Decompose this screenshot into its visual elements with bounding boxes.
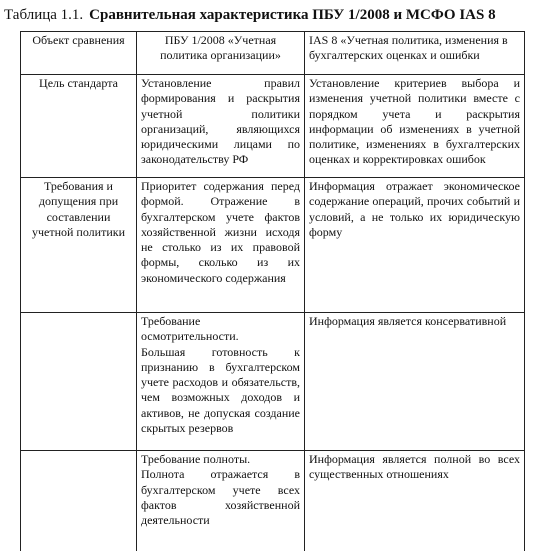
criterion-cell: Цель стандарта [21,75,137,178]
table-row [21,178,525,313]
table-title: Сравнительная характеристика ПБУ 1/2008 и МСФО IAS 8 [89,7,496,23]
table-header-row [21,32,525,75]
criterion-cell [21,451,137,551]
ias-cell: Установление критериев выбора и изменения учетной политики вместе с порядком учета и раскрытия информации об изменениях в учетной политике, изменениях в бухгалтерских оценках и корректировках ошибок [305,75,525,178]
header-object: Объект сравнения [21,32,137,75]
table-number: Таблица 1.1. [4,7,84,23]
ias-cell: Информация является полной во всех существенных отношениях [305,451,525,551]
pbu-paragraph: Полнота отражается в бухгалтерском учете всех фактов хозяйственной деятельности [141,467,300,528]
pbu-cell: Приоритет содержания перед формой. Отражение в бухгалтерском учете фактов хозяйственной жизни исходя не столько из их правовой формы, сколько из их экономического содержания [137,178,305,313]
pbu-cell [137,313,305,451]
pbu-paragraph: Требование полноты. [141,452,251,466]
table-row [21,75,525,178]
criterion-cell: Требования и допущения при составлении учетной политики [21,178,137,313]
pbu-paragraph: Большая готовность к признанию в бухгалтерском учете расходов и обязательств, чем возможных доходов и активов, не допуская создание скрытых резервов [141,344,300,436]
header-ias: IAS 8 «Учетная политика, изменения в бухгалтерских оценках и ошибки [305,32,525,75]
ias-cell: Информация отражает экономическое содержание операций, прочих событий и условий, а не только их юридическую форму [305,178,525,313]
criterion-cell [21,313,137,451]
table-row [21,451,525,551]
ias-cell: Информация является консервативной [305,313,525,451]
table-row [21,313,525,451]
pbu-cell: Установление правил формирования и раскрытия учетной политики организаций, являющихся юридическими лицами по законодательству РФ [137,75,305,178]
header-pbu: ПБУ 1/2008 «Учетная политика организации» [137,32,305,75]
pbu-cell [137,451,305,551]
table-caption [4,3,532,27]
pbu-paragraph: Требование осмотрительности. [141,314,239,344]
comparison-table [20,31,525,551]
